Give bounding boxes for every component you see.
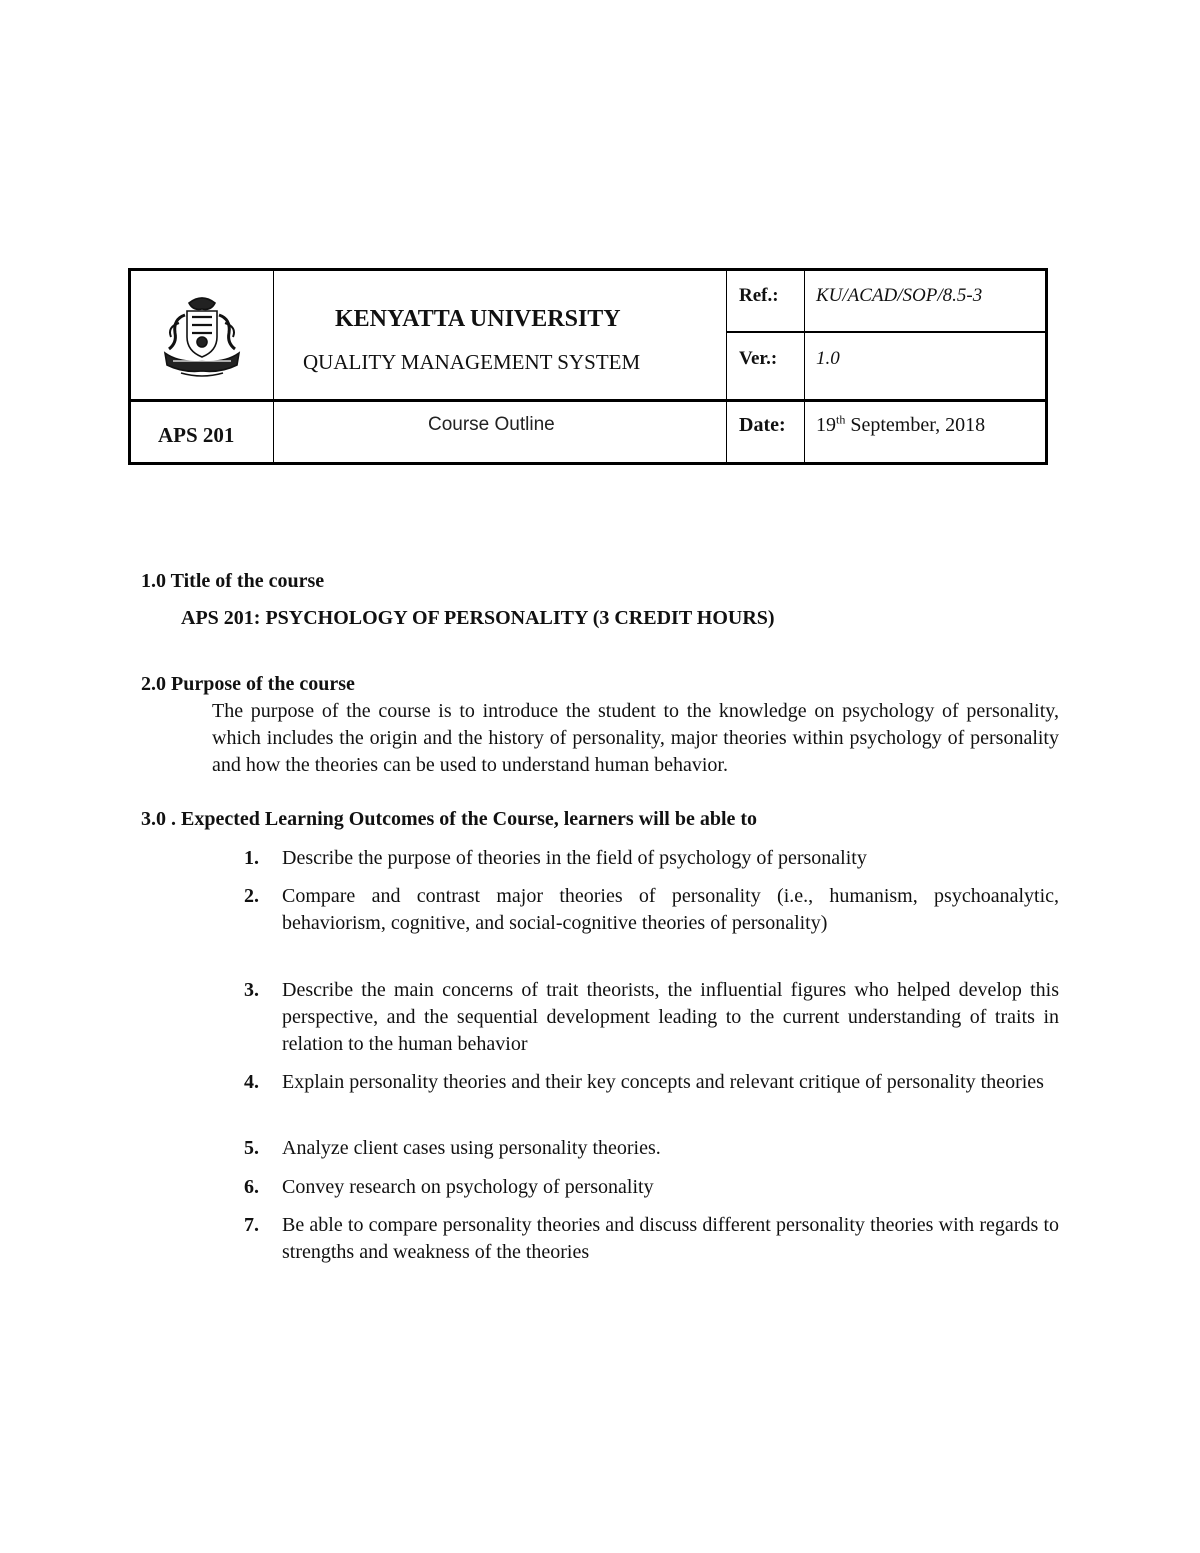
list-text: Compare and contrast major theories of personality (i.e., humanism, psychoanalytic, behaviorism, cognitive, and social-cognitive theories of personality) [282, 885, 1059, 934]
list-text: Explain personality theories and their key concepts and relevant critique of personality theories [282, 1071, 1044, 1093]
list-number: 1. [244, 847, 259, 869]
version-label: Ver.: [739, 348, 778, 369]
table-divider [804, 271, 805, 462]
table-divider [131, 399, 1045, 402]
purpose-heading: 2.0 Purpose of the course [141, 673, 355, 695]
date-rest: September, 2018 [845, 414, 986, 436]
table-divider [726, 271, 727, 462]
outcomes-heading: 3.0 . Expected Learning Outcomes of the Course, learners will be able to [141, 808, 758, 830]
date-day: 19 [816, 414, 836, 436]
list-text: Describe the main concerns of trait theorists, the influential figures who helped develop this perspective, and the sequential development leading to the current understanding of traits in relation to the human behavior [282, 979, 1059, 1055]
list-number: 2. [244, 885, 259, 907]
table-divider [726, 331, 1045, 333]
purpose-paragraph: The purpose of the course is to introduce the student to the knowledge on psychology of personality, which includes the origin and the history of personality, major theories within psychology of personality and how the theories can be used to understand human behavior. [212, 700, 1059, 776]
university-crest-icon [159, 293, 245, 379]
document-type: Course Outline [428, 414, 555, 435]
date-suffix: th [836, 412, 846, 427]
institution-name: KENYATTA UNIVERSITY [335, 306, 621, 332]
list-text: Analyze client cases using personality theories. [282, 1137, 661, 1159]
course-title: APS 201: PSYCHOLOGY OF PERSONALITY (3 CREDIT HOURS) [181, 607, 775, 629]
list-number: 6. [244, 1176, 259, 1198]
version-value: 1.0 [816, 348, 840, 369]
ref-label: Ref.: [739, 285, 779, 306]
course-code: APS 201 [158, 423, 235, 447]
list-number: 4. [244, 1071, 259, 1093]
list-text: Convey research on psychology of personality [282, 1176, 654, 1198]
date-label: Date: [739, 414, 786, 436]
list-number: 5. [244, 1137, 259, 1159]
table-divider [273, 271, 274, 462]
ref-value: KU/ACAD/SOP/8.5-3 [816, 285, 983, 306]
list-text: Describe the purpose of theories in the field of psychology of personality [282, 847, 867, 869]
list-text: Be able to compare personality theories and discuss different personality theories with regards to strengths and weakness of the theories [282, 1214, 1059, 1263]
document-header-table [128, 268, 1048, 465]
title-heading: 1.0 Title of the course [141, 570, 325, 592]
list-number: 3. [244, 979, 259, 1001]
list-number: 7. [244, 1214, 259, 1236]
system-name: QUALITY MANAGEMENT SYSTEM [303, 350, 641, 374]
date-value [816, 413, 985, 437]
